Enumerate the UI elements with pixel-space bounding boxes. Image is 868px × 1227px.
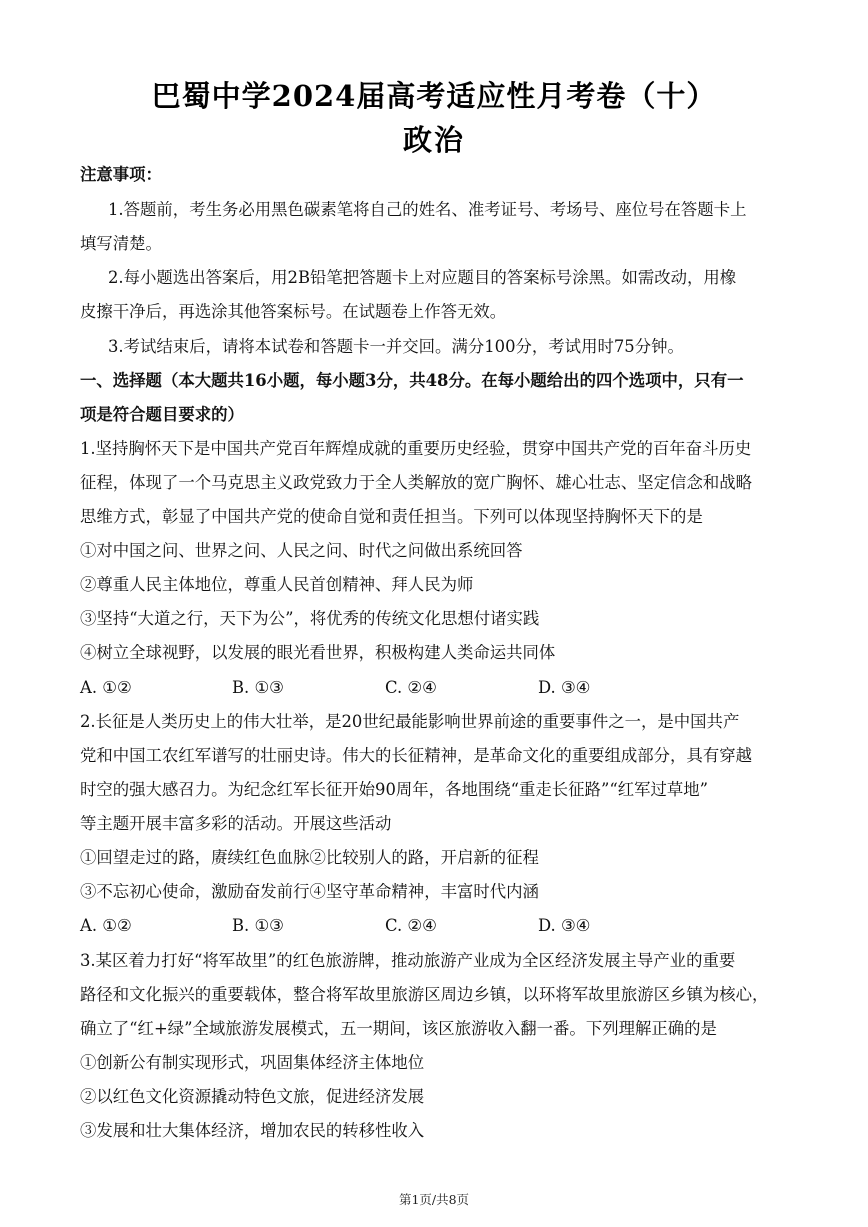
- q1-stem-line-3: 思维方式，彰显了中国共产党的使命自觉和责任担当。下列可以体现坚持胸怀天下的是: [80, 507, 703, 526]
- q1-option-c: C. ②④: [385, 678, 437, 697]
- q1-item-3: ③坚持“大道之行，天下为公”，将优秀的传统文化思想付诸实践: [80, 609, 540, 628]
- notice-item-2-line-1: 2.每小题选出答案后，用2B铅笔把答题卡上对应题目的答案标号涂黑。如需改动，用橡: [108, 268, 737, 287]
- q1-stem-line-1: 1.坚持胸怀天下是中国共产党百年辉煌成就的重要历史经验，贯穿中国共产党的百年奋斗历史: [80, 439, 752, 458]
- q2-item-1: ①回望走过的路，赓续红色血脉②比较别人的路，开启新的征程: [80, 848, 539, 867]
- notice-item-2-line-2: 皮擦干净后，再选涂其他答案标号。在试题卷上作答无效。: [80, 302, 507, 321]
- notice-item-1-line-2: 填写清楚。: [80, 234, 162, 253]
- q2-option-a: A. ①②: [80, 916, 132, 935]
- q3-item-2: ②以红色文化资源撬动特色文旅，促进经济发展: [80, 1087, 425, 1106]
- notice-item-3-line-1: 3.考试结束后，请将本试卷和答题卡一并交回。满分100分，考试用时75分钟。: [108, 337, 684, 356]
- q3-item-1: ①创新公有制实现形式，巩固集体经济主体地位: [80, 1053, 425, 1072]
- q1-option-b: B. ①③: [232, 678, 284, 697]
- q3-stem-line-2: 路径和文化振兴的重要载体，整合将军故里旅游区周边乡镇，以环将军故里旅游区乡镇为核心，: [80, 985, 769, 1004]
- q2-item-2: ③不忘初心使命，激励奋发前行④坚守革命精神，丰富时代内涵: [80, 882, 539, 901]
- q3-item-3: ③发展和壮大集体经济，增加农民的转移性收入: [80, 1121, 425, 1140]
- subject-title: 政治: [402, 123, 465, 157]
- notice-heading: 注意事项：: [80, 165, 162, 184]
- section-heading-line-2: 项是符合题目要求的）: [80, 405, 244, 424]
- notice-item-1-line-1: 1.答题前，考生务必用黑色碳素笔将自己的姓名、准考证号、考场号、座位号在答题卡上: [108, 200, 747, 219]
- q1-option-d: D. ③④: [538, 678, 591, 697]
- q2-option-d: D. ③④: [538, 916, 591, 935]
- q2-option-c: C. ②④: [385, 916, 437, 935]
- q3-stem-line-3: 确立了“红+绿”全域旅游发展模式，五一期间，该区旅游收入翻一番。下列理解正确的是: [80, 1019, 717, 1038]
- q2-stem-line-4: 等主题开展丰富多彩的活动。开展这些活动: [80, 814, 392, 833]
- q1-option-a: A. ①②: [80, 678, 132, 697]
- q2-stem-line-1: 2.长征是人类历史上的伟大壮举，是20世纪最能影响世界前途的重要事件之一，是中国共产: [80, 712, 740, 731]
- q2-stem-line-2: 党和中国工农红军谱写的壮丽史诗。伟大的长征精神，是革命文化的重要组成部分，具有穿越: [80, 746, 753, 765]
- q2-option-b: B. ①③: [232, 916, 284, 935]
- q3-stem-line-1: 3.某区着力打好“将军故里”的红色旅游牌，推动旅游产业成为全区经济发展主导产业的重要: [80, 951, 736, 970]
- page-number: 第1页/共8页: [398, 1192, 470, 1207]
- q1-item-2: ②尊重人民主体地位，尊重人民首创精神、拜人民为师: [80, 575, 474, 594]
- q1-item-4: ④树立全球视野，以发展的眼光看世界，积极构建人类命运共同体: [80, 643, 556, 662]
- q2-stem-line-3: 时空的强大感召力。为纪念红军长征开始90周年，各地围绕“重走长征路”“红军过草地”: [80, 780, 709, 799]
- q1-stem-line-2: 征程，体现了一个马克思主义政党致力于全人类解放的宽广胸怀、雄心壮志、坚定信念和战略: [80, 473, 753, 492]
- exam-title: 巴蜀中学2024届高考适应性月考卷（十）: [151, 79, 717, 113]
- section-heading-line-1: 一、选择题（本大题共16小题，每小题3分，共48分。在每小题给出的四个选项中，只有一: [80, 371, 744, 390]
- q1-item-1: ①对中国之问、世界之问、人民之问、时代之问做出系统回答: [80, 541, 523, 560]
